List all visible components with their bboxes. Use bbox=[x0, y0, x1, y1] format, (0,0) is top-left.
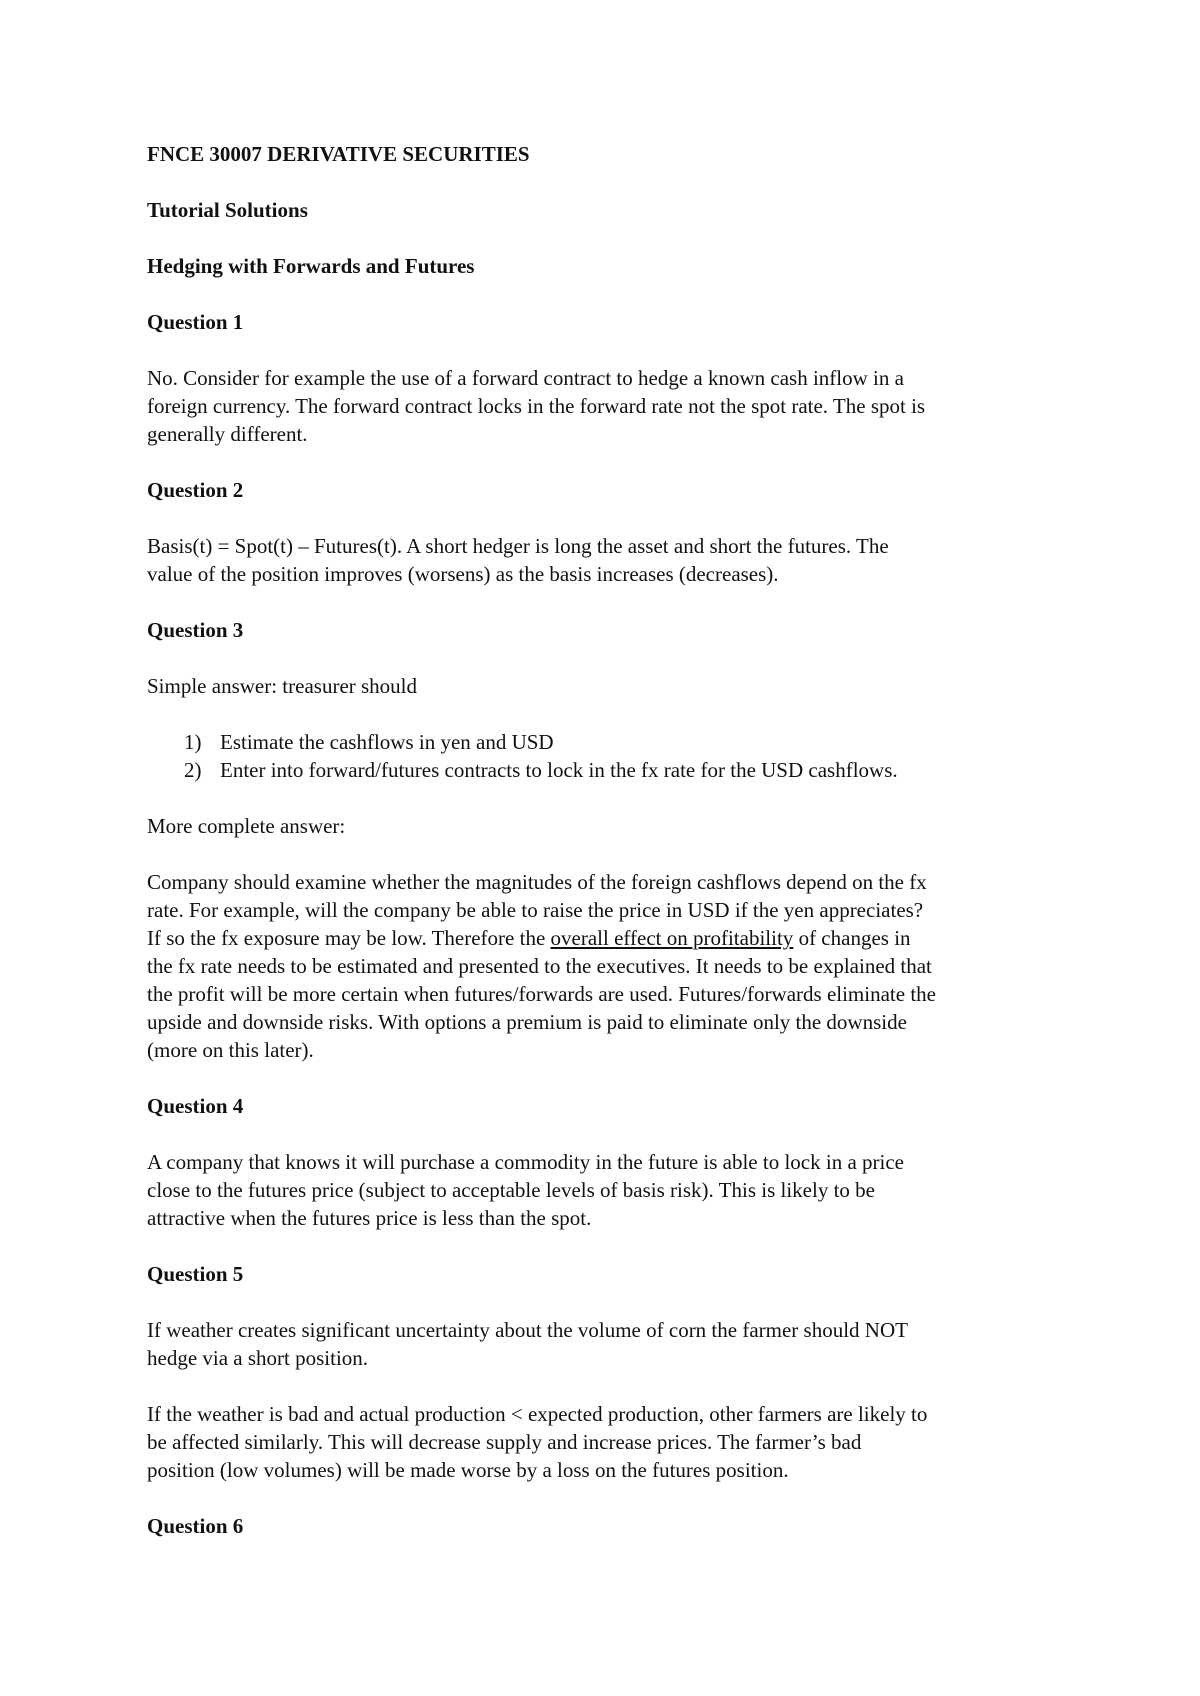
question-3-complete-intro: More complete answer: bbox=[147, 814, 346, 838]
question-5-answer-part-2 bbox=[147, 1400, 1077, 1484]
list-item-number: 1) bbox=[184, 730, 202, 754]
answer-line: attractive when the futures price is less than the spot. bbox=[147, 1206, 592, 1230]
document-title: FNCE 30007 DERIVATIVE SECURITIES bbox=[147, 142, 530, 166]
question-3-simple-intro: Simple answer: treasurer should bbox=[147, 674, 418, 698]
answer-line: hedge via a short position. bbox=[147, 1346, 369, 1370]
question-3-complete-answer bbox=[147, 868, 1077, 1064]
answer-line: upside and downside risks. With options a premium is paid to eliminate only the downside bbox=[147, 1010, 907, 1034]
answer-line: be affected similarly. This will decrease supply and increase prices. The farmer’s bad bbox=[147, 1430, 862, 1454]
answer-line: Basis(t) = Spot(t) – Futures(t). A short hedger is long the asset and short the futures. The bbox=[147, 534, 889, 558]
question-5-heading: Question 5 bbox=[147, 1262, 244, 1286]
list-item-text: Enter into forward/futures contracts to lock in the fx rate for the USD cashflows. bbox=[220, 758, 898, 782]
answer-line: If the weather is bad and actual production < expected production, other farmers are likely to bbox=[147, 1402, 928, 1426]
answer-line: (more on this later). bbox=[147, 1038, 314, 1062]
list-item-text: Estimate the cashflows in yen and USD bbox=[220, 730, 554, 754]
list-item bbox=[147, 756, 1077, 784]
answer-line: A company that knows it will purchase a commodity in the future is able to lock in a price bbox=[147, 1150, 904, 1174]
answer-line: generally different. bbox=[147, 422, 308, 446]
question-6-heading: Question 6 bbox=[147, 1514, 244, 1538]
question-2-heading: Question 2 bbox=[147, 478, 244, 502]
answer-text: If so the fx exposure may be low. Therefore the bbox=[147, 926, 551, 950]
answer-line: No. Consider for example the use of a forward contract to hedge a known cash inflow in a bbox=[147, 366, 904, 390]
question-4-answer bbox=[147, 1148, 1077, 1232]
answer-line: value of the position improves (worsens) as the basis increases (decreases). bbox=[147, 562, 779, 586]
list-item bbox=[147, 728, 1077, 756]
question-1-heading: Question 1 bbox=[147, 310, 244, 334]
answer-line: the profit will be more certain when futures/forwards are used. Futures/forwards eliminate the bbox=[147, 982, 936, 1006]
question-3-steps-list bbox=[147, 728, 1077, 784]
underlined-phrase: overall effect on profitability bbox=[550, 926, 794, 950]
question-3-heading: Question 3 bbox=[147, 618, 244, 642]
document-page bbox=[147, 140, 1077, 1568]
question-4-heading: Question 4 bbox=[147, 1094, 244, 1118]
answer-line bbox=[147, 924, 1077, 952]
answer-line: If weather creates significant uncertainty about the volume of corn the farmer should NOT bbox=[147, 1318, 908, 1342]
answer-text: of changes in bbox=[793, 926, 911, 950]
document-topic: Hedging with Forwards and Futures bbox=[147, 254, 475, 278]
question-1-answer bbox=[147, 364, 1077, 448]
answer-line: foreign currency. The forward contract locks in the forward rate not the spot rate. The spot is bbox=[147, 394, 926, 418]
answer-line: Company should examine whether the magnitudes of the foreign cashflows depend on the fx bbox=[147, 870, 927, 894]
answer-line: the fx rate needs to be estimated and presented to the executives. It needs to be explained that bbox=[147, 954, 932, 978]
question-5-answer-part-1 bbox=[147, 1316, 1077, 1372]
list-item-number: 2) bbox=[184, 758, 202, 782]
question-2-answer bbox=[147, 532, 1077, 588]
answer-line: close to the futures price (subject to acceptable levels of basis risk). This is likely to be bbox=[147, 1178, 875, 1202]
document-subtitle: Tutorial Solutions bbox=[147, 198, 308, 222]
answer-line: rate. For example, will the company be able to raise the price in USD if the yen appreciates? bbox=[147, 898, 924, 922]
answer-line: position (low volumes) will be made worse by a loss on the futures position. bbox=[147, 1458, 789, 1482]
